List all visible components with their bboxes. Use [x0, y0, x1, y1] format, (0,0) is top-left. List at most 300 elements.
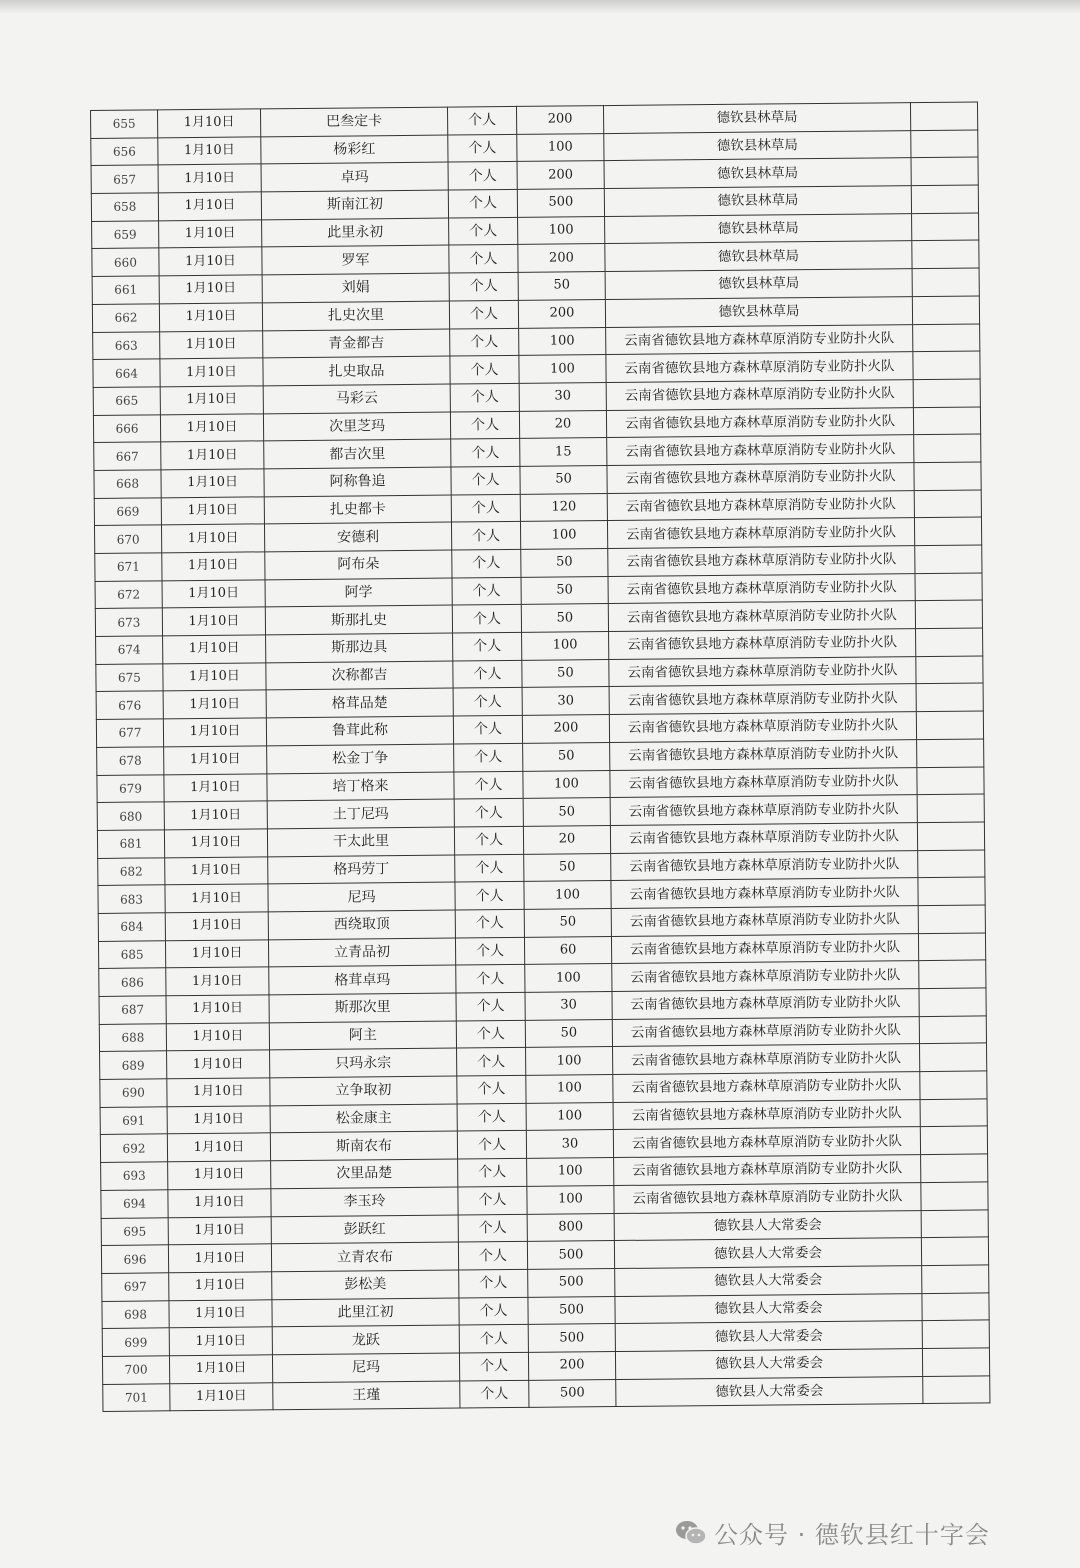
donation-date-cell: 1月10日: [159, 275, 262, 304]
donation-date-cell: 1月10日: [164, 746, 267, 775]
donor-organization-cell: 云南省德钦县地方森林草原消防专业防扑火队: [606, 324, 913, 355]
donor-type-cell: 个人: [457, 1103, 526, 1131]
donation-date-cell: 1月10日: [165, 912, 268, 941]
remark-cell: [918, 905, 985, 933]
donation-amount-cell: 20: [523, 825, 610, 854]
donor-type-cell: 个人: [459, 1297, 528, 1325]
row-number-cell: 658: [91, 193, 158, 221]
donor-type-cell: 个人: [459, 1352, 528, 1380]
donation-date-cell: 1月10日: [164, 829, 267, 858]
donor-organization-cell: 云南省德钦县地方森林草原消防专业防扑火队: [611, 906, 918, 937]
donation-date-cell: 1月10日: [165, 884, 268, 913]
remark-cell: [915, 600, 982, 628]
row-number-cell: 655: [91, 110, 158, 138]
donation-date-cell: 1月10日: [160, 358, 263, 387]
remark-cell: [919, 1016, 986, 1044]
donor-type-cell: 个人: [450, 356, 519, 384]
donor-type-cell: 个人: [452, 577, 521, 605]
remark-cell: [912, 268, 979, 296]
donation-date-cell: 1月10日: [165, 856, 268, 885]
donation-amount-cell: 100: [527, 1185, 614, 1214]
donor-organization-cell: 德钦县林草局: [605, 213, 912, 244]
row-number-cell: 678: [97, 747, 164, 775]
donor-name-cell: 鲁茸此称: [266, 716, 453, 745]
donor-organization-cell: 云南省德钦县地方森林草原消防专业防扑火队: [606, 407, 913, 438]
row-number-cell: 697: [102, 1273, 169, 1301]
donor-name-cell: 阿学: [265, 578, 452, 607]
donation-amount-cell: 500: [527, 1241, 614, 1270]
donor-type-cell: 个人: [458, 1214, 527, 1242]
donation-date-cell: 1月10日: [168, 1161, 271, 1190]
remark-cell: [921, 1182, 988, 1210]
donor-name-cell: 培丁格来: [267, 772, 454, 801]
row-number-cell: 669: [94, 497, 161, 525]
donor-name-cell: 立争取初: [270, 1076, 457, 1105]
donor-type-cell: 个人: [457, 1048, 526, 1076]
remark-cell: [918, 850, 985, 878]
donor-name-cell: 干太此里: [267, 827, 454, 856]
donor-name-cell: 西绕取顶: [268, 910, 455, 939]
donation-date-cell: 1月10日: [167, 1078, 270, 1107]
remark-cell: [922, 1292, 989, 1320]
row-number-cell: 684: [98, 913, 165, 941]
donor-name-cell: 阿称鲁追: [264, 467, 451, 496]
donation-date-cell: 1月10日: [160, 413, 263, 442]
donation-date-cell: 1月10日: [161, 496, 264, 525]
donor-type-cell: 个人: [457, 1075, 526, 1103]
donation-amount-cell: 100: [517, 133, 604, 162]
page-edge-shadow: [0, 0, 1080, 14]
remark-cell: [921, 1209, 988, 1237]
donation-amount-cell: 100: [522, 632, 609, 661]
donation-amount-cell: 100: [519, 355, 606, 384]
remark-cell: [915, 573, 982, 601]
remark-cell: [916, 711, 983, 739]
donor-type-cell: 个人: [454, 771, 523, 799]
row-number-cell: 685: [98, 940, 165, 968]
row-number-cell: 687: [99, 996, 166, 1024]
donor-name-cell: 土丁尼玛: [267, 799, 454, 828]
remark-cell: [911, 130, 978, 158]
row-number-cell: 700: [102, 1356, 169, 1384]
donation-amount-cell: 30: [526, 1130, 613, 1159]
donor-type-cell: 个人: [460, 1380, 529, 1408]
donation-date-cell: 1月10日: [158, 109, 261, 138]
remark-cell: [920, 1099, 987, 1127]
remark-cell: [911, 185, 978, 213]
donor-organization-cell: 云南省德钦县地方森林草原消防专业防扑火队: [613, 1127, 920, 1158]
donation-date-cell: 1月10日: [168, 1244, 271, 1273]
remark-cell: [920, 1126, 987, 1154]
donation-amount-cell: 100: [524, 881, 611, 910]
remark-cell: [913, 351, 980, 379]
donation-amount-cell: 200: [518, 299, 605, 328]
donor-organization-cell: 云南省德钦县地方森林草原消防专业防扑火队: [611, 933, 918, 964]
remark-cell: [916, 683, 983, 711]
donor-type-cell: 个人: [455, 909, 524, 937]
row-number-cell: 698: [102, 1300, 169, 1328]
donation-date-cell: 1月10日: [159, 220, 262, 249]
donor-type-cell: 个人: [448, 189, 517, 217]
donor-organization-cell: 德钦县人大常委会: [615, 1293, 922, 1324]
donor-name-cell: 扎史次里: [262, 301, 449, 330]
remark-cell: [914, 434, 981, 462]
row-number-cell: 692: [100, 1134, 167, 1162]
donor-name-cell: 扎史都卡: [264, 495, 451, 524]
row-number-cell: 670: [94, 525, 161, 553]
donor-name-cell: 扎史取品: [263, 356, 450, 385]
row-number-cell: 673: [95, 608, 162, 636]
remark-cell: [912, 240, 979, 268]
donor-name-cell: 李玉玲: [271, 1187, 458, 1216]
remark-cell: [914, 490, 981, 518]
row-number-cell: 689: [100, 1051, 167, 1079]
donor-type-cell: 个人: [453, 688, 522, 716]
donor-organization-cell: 德钦县人大常委会: [615, 1321, 922, 1352]
donor-type-cell: 个人: [450, 383, 519, 411]
row-number-cell: 676: [96, 691, 163, 719]
donor-name-cell: 立青品初: [268, 938, 455, 967]
donor-organization-cell: 云南省德钦县地方森林草原消防专业防扑火队: [607, 490, 914, 521]
donation-amount-cell: 100: [520, 521, 607, 550]
donation-amount-cell: 200: [516, 106, 603, 135]
row-number-cell: 688: [99, 1023, 166, 1051]
row-number-cell: 696: [101, 1245, 168, 1273]
donor-type-cell: 个人: [449, 245, 518, 273]
row-number-cell: 661: [92, 276, 159, 304]
row-number-cell: 690: [100, 1079, 167, 1107]
donation-date-cell: 1月10日: [162, 607, 265, 636]
donation-amount-cell: 100: [526, 1047, 613, 1076]
donation-date-cell: 1月10日: [163, 663, 266, 692]
donation-date-cell: 1月10日: [161, 469, 264, 498]
donation-amount-cell: 30: [522, 687, 609, 716]
remark-cell: [912, 213, 979, 241]
donor-organization-cell: 云南省德钦县地方森林草原消防专业防扑火队: [610, 822, 917, 853]
donation-date-cell: 1月10日: [163, 718, 266, 747]
donor-type-cell: 个人: [456, 1020, 525, 1048]
donation-amount-cell: 100: [526, 1102, 613, 1131]
donor-organization-cell: 德钦县林草局: [605, 296, 912, 327]
donor-organization-cell: 云南省德钦县地方森林草原消防专业防扑火队: [608, 573, 915, 604]
donor-organization-cell: 德钦县人大常委会: [614, 1238, 921, 1269]
donation-date-cell: 1月10日: [167, 1106, 270, 1135]
donor-name-cell: 斯南江初: [261, 190, 448, 219]
donor-organization-cell: 德钦县林草局: [604, 186, 911, 217]
donation-date-cell: 1月10日: [168, 1216, 271, 1245]
donor-name-cell: 刘娟: [262, 273, 449, 302]
donation-amount-cell: 50: [525, 1019, 612, 1048]
donor-type-cell: 个人: [449, 300, 518, 328]
donor-organization-cell: 云南省德钦县地方森林草原消防专业防扑火队: [610, 795, 917, 826]
donation-amount-cell: 800: [527, 1213, 614, 1242]
row-number-cell: 666: [93, 414, 160, 442]
donor-type-cell: 个人: [458, 1158, 527, 1186]
donor-name-cell: 阿布朵: [265, 550, 452, 579]
donor-type-cell: 个人: [459, 1269, 528, 1297]
row-number-cell: 674: [96, 636, 163, 664]
donor-organization-cell: 云南省德钦县地方森林草原消防专业防扑火队: [614, 1182, 921, 1213]
donor-organization-cell: 云南省德钦县地方森林草原消防专业防扑火队: [607, 518, 914, 549]
donation-date-cell: 1月10日: [158, 192, 261, 221]
donation-amount-cell: 50: [524, 853, 611, 882]
donation-amount-cell: 100: [527, 1158, 614, 1187]
donor-name-cell: 马彩云: [263, 384, 450, 413]
donor-name-cell: 王瑾: [273, 1381, 460, 1410]
donation-amount-cell: 30: [525, 992, 612, 1021]
donor-name-cell: 彭松美: [272, 1270, 459, 1299]
row-number-cell: 694: [101, 1190, 168, 1218]
donation-amount-cell: 50: [523, 742, 610, 771]
donor-name-cell: 次里芝玛: [263, 412, 450, 441]
donation-date-cell: 1月10日: [163, 635, 266, 664]
remark-cell: [920, 1071, 987, 1099]
remark-cell: [913, 407, 980, 435]
remark-cell: [917, 739, 984, 767]
remark-cell: [913, 379, 980, 407]
donation-date-cell: 1月10日: [169, 1272, 272, 1301]
donor-type-cell: 个人: [451, 494, 520, 522]
donation-date-cell: 1月10日: [158, 137, 261, 166]
donor-type-cell: 个人: [450, 328, 519, 356]
donor-name-cell: 青金都吉: [263, 329, 450, 358]
row-number-cell: 682: [98, 857, 165, 885]
donor-organization-cell: 德钦县人大常委会: [616, 1376, 923, 1407]
row-number-cell: 693: [101, 1162, 168, 1190]
remark-cell: [918, 933, 985, 961]
row-number-cell: 657: [91, 165, 158, 193]
donation-amount-cell: 50: [522, 659, 609, 688]
donation-date-cell: 1月10日: [161, 441, 264, 470]
donor-organization-cell: 云南省德钦县地方森林草原消防专业防扑火队: [610, 739, 917, 770]
donor-name-cell: 杨彩红: [261, 135, 448, 164]
donor-type-cell: 个人: [450, 411, 519, 439]
remark-cell: [921, 1154, 988, 1182]
donor-organization-cell: 云南省德钦县地方森林草原消防专业防扑火队: [607, 463, 914, 494]
donor-type-cell: 个人: [448, 134, 517, 162]
donor-organization-cell: 云南省德钦县地方森林草原消防专业防扑火队: [609, 684, 916, 715]
donor-name-cell: 此里江初: [272, 1298, 459, 1327]
donor-type-cell: 个人: [458, 1242, 527, 1270]
donor-type-cell: 个人: [454, 743, 523, 771]
remark-cell: [915, 545, 982, 573]
donation-amount-cell: 200: [528, 1351, 615, 1380]
donor-name-cell: 彭跃红: [271, 1215, 458, 1244]
donor-name-cell: 格茸卓玛: [269, 965, 456, 994]
row-number-cell: 668: [94, 470, 161, 498]
donation-amount-cell: 500: [529, 1379, 616, 1408]
donation-amount-cell: 50: [520, 465, 607, 494]
donor-name-cell: 斯南农布: [270, 1131, 457, 1160]
donor-name-cell: 格茸品楚: [266, 688, 453, 717]
donor-name-cell: 罗军: [262, 245, 449, 274]
donation-amount-cell: 50: [518, 272, 605, 301]
donor-type-cell: 个人: [451, 522, 520, 550]
donor-organization-cell: 云南省德钦县地方森林草原消防专业防扑火队: [607, 435, 914, 466]
donor-type-cell: 个人: [453, 632, 522, 660]
donation-amount-cell: 20: [519, 410, 606, 439]
wechat-watermark: [674, 1515, 990, 1550]
row-number-cell: 695: [101, 1217, 168, 1245]
row-number-cell: 665: [93, 387, 160, 415]
donor-organization-cell: 德钦县林草局: [604, 158, 911, 189]
donor-type-cell: 个人: [452, 549, 521, 577]
donation-amount-cell: 500: [528, 1268, 615, 1297]
donor-name-cell: 次称都吉: [266, 661, 453, 690]
donor-organization-cell: 云南省德钦县地方森林草原消防专业防扑火队: [608, 546, 915, 577]
donor-organization-cell: 德钦县林草局: [605, 269, 912, 300]
donation-date-cell: 1月10日: [166, 995, 269, 1024]
donor-organization-cell: 云南省德钦县地方森林草原消防专业防扑火队: [611, 878, 918, 909]
donor-name-cell: 次里品楚: [271, 1159, 458, 1188]
remark-cell: [919, 960, 986, 988]
donation-date-cell: 1月10日: [169, 1355, 272, 1384]
row-number-cell: 671: [95, 553, 162, 581]
donation-amount-cell: 100: [519, 327, 606, 356]
donor-organization-cell: 云南省德钦县地方森林草原消防专业防扑火队: [612, 1016, 919, 1047]
row-number-cell: 667: [94, 442, 161, 470]
donor-name-cell: 松金康主: [270, 1104, 457, 1133]
donation-amount-cell: 100: [518, 216, 605, 245]
remark-cell: [921, 1237, 988, 1265]
row-number-cell: 664: [93, 359, 160, 387]
remark-cell: [912, 296, 979, 324]
donor-type-cell: 个人: [457, 1131, 526, 1159]
donor-name-cell: 尼玛: [272, 1353, 459, 1382]
donor-organization-cell: 云南省德钦县地方森林草原消防专业防扑火队: [613, 1044, 920, 1075]
row-number-cell: 679: [97, 774, 164, 802]
donation-amount-cell: 500: [528, 1324, 615, 1353]
donation-date-cell: 1月10日: [162, 580, 265, 609]
watermark-text: 公众号 · 德钦县红十字会: [714, 1521, 990, 1549]
row-number-cell: 662: [92, 304, 159, 332]
row-number-cell: 686: [99, 968, 166, 996]
donor-type-cell: 个人: [455, 937, 524, 965]
row-number-cell: 699: [102, 1328, 169, 1356]
donor-organization-cell: 德钦县人大常委会: [615, 1265, 922, 1296]
donation-date-cell: 1月10日: [164, 773, 267, 802]
donor-type-cell: 个人: [454, 826, 523, 854]
remark-cell: [922, 1320, 989, 1348]
donation-table: [90, 101, 990, 1412]
row-number-cell: 660: [92, 248, 159, 276]
row-number-cell: 659: [92, 221, 159, 249]
donor-name-cell: 斯那边具: [266, 633, 453, 662]
row-number-cell: 656: [91, 138, 158, 166]
row-number-cell: 680: [97, 802, 164, 830]
donor-name-cell: 安德利: [264, 522, 451, 551]
donor-name-cell: 龙跃: [272, 1325, 459, 1354]
donation-date-cell: 1月10日: [165, 939, 268, 968]
remark-cell: [910, 102, 977, 130]
donation-amount-cell: 50: [523, 798, 610, 827]
row-number-cell: 683: [98, 885, 165, 913]
remark-cell: [914, 462, 981, 490]
donor-organization-cell: 云南省德钦县地方森林草原消防专业防扑火队: [611, 850, 918, 881]
donor-name-cell: 卓玛: [261, 162, 448, 191]
row-number-cell: 663: [93, 331, 160, 359]
remark-cell: [917, 822, 984, 850]
donor-organization-cell: 云南省德钦县地方森林草原消防专业防扑火队: [613, 1099, 920, 1130]
donor-organization-cell: 德钦县林草局: [604, 130, 911, 161]
remark-cell: [911, 157, 978, 185]
donor-name-cell: 尼玛: [268, 882, 455, 911]
donation-date-cell: 1月10日: [159, 303, 262, 332]
remark-cell: [919, 988, 986, 1016]
donation-amount-cell: 15: [520, 438, 607, 467]
donation-date-cell: 1月10日: [167, 1133, 270, 1162]
remark-cell: [923, 1376, 990, 1404]
donation-amount-cell: 50: [524, 908, 611, 937]
donor-type-cell: 个人: [451, 439, 520, 467]
donor-type-cell: 个人: [458, 1186, 527, 1214]
donation-date-cell: 1月10日: [168, 1189, 271, 1218]
donor-organization-cell: 云南省德钦县地方森林草原消防专业防扑火队: [608, 601, 915, 632]
row-number-cell: 681: [97, 830, 164, 858]
donor-type-cell: 个人: [455, 882, 524, 910]
donor-organization-cell: 云南省德钦县地方森林草原消防专业防扑火队: [610, 767, 917, 798]
donor-type-cell: 个人: [456, 992, 525, 1020]
remark-cell: [922, 1348, 989, 1376]
remark-cell: [916, 628, 983, 656]
donor-type-cell: 个人: [451, 466, 520, 494]
donor-type-cell: 个人: [456, 965, 525, 993]
remark-cell: [922, 1265, 989, 1293]
donation-date-cell: 1月10日: [163, 690, 266, 719]
donor-organization-cell: 云南省德钦县地方森林草原消防专业防扑火队: [612, 961, 919, 992]
wechat-icon: [674, 1518, 708, 1548]
donor-type-cell: 个人: [449, 217, 518, 245]
donor-name-cell: 斯那次里: [269, 993, 456, 1022]
donation-date-cell: 1月10日: [169, 1299, 272, 1328]
donation-date-cell: 1月10日: [161, 524, 264, 553]
donor-organization-cell: 云南省德钦县地方森林草原消防专业防扑火队: [609, 629, 916, 660]
donor-type-cell: 个人: [453, 716, 522, 744]
donation-amount-cell: 50: [521, 549, 608, 578]
donor-name-cell: 都吉次里: [264, 439, 451, 468]
donor-organization-cell: 云南省德钦县地方森林草原消防专业防扑火队: [609, 656, 916, 687]
donation-amount-cell: 200: [517, 161, 604, 190]
donation-date-cell: 1月10日: [170, 1382, 273, 1411]
donation-date-cell: 1月10日: [167, 1050, 270, 1079]
donation-amount-cell: 200: [518, 244, 605, 273]
donor-organization-cell: 德钦县林草局: [603, 103, 910, 134]
donor-organization-cell: 云南省德钦县地方森林草原消防专业防扑火队: [609, 712, 916, 743]
donor-name-cell: 只玛永宗: [270, 1048, 457, 1077]
donor-type-cell: 个人: [453, 660, 522, 688]
donation-date-cell: 1月10日: [160, 386, 263, 415]
donor-name-cell: 立青农布: [271, 1242, 458, 1271]
donation-amount-cell: 100: [523, 770, 610, 799]
donor-organization-cell: 云南省德钦县地方森林草原消防专业防扑火队: [612, 989, 919, 1020]
row-number-cell: 675: [96, 664, 163, 692]
donor-organization-cell: 德钦县人大常委会: [614, 1210, 921, 1241]
donation-date-cell: 1月10日: [158, 164, 261, 193]
donation-date-cell: 1月10日: [169, 1327, 272, 1356]
donor-name-cell: 此里永初: [262, 218, 449, 247]
remark-cell: [918, 877, 985, 905]
donation-amount-cell: 500: [517, 189, 604, 218]
donor-name-cell: 巴叁定卡: [260, 107, 447, 136]
donor-organization-cell: 云南省德钦县地方森林草原消防专业防扑火队: [606, 379, 913, 410]
row-number-cell: 691: [100, 1107, 167, 1135]
donor-type-cell: 个人: [459, 1325, 528, 1353]
donation-date-cell: 1月10日: [164, 801, 267, 830]
donation-amount-cell: 60: [524, 936, 611, 965]
donor-name-cell: 格玛劳丁: [268, 855, 455, 884]
remark-cell: [917, 794, 984, 822]
donor-type-cell: 个人: [449, 273, 518, 301]
